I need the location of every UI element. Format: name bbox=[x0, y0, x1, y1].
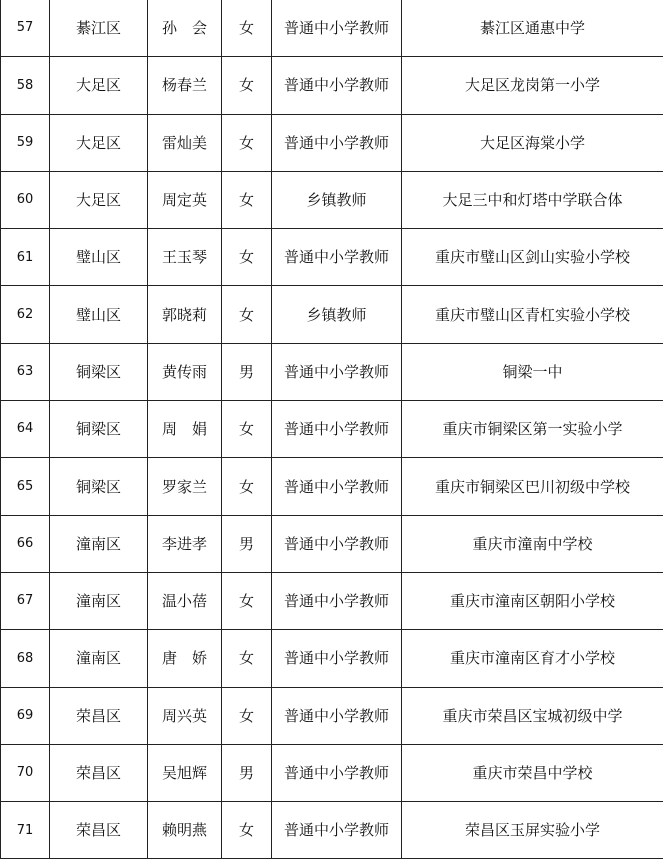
category-cell: 普通中小学教师 bbox=[272, 229, 402, 286]
gender-cell: 女 bbox=[222, 458, 272, 515]
name-cell: 周 娟 bbox=[148, 401, 222, 458]
school-cell: 大足区龙岗第一小学 bbox=[402, 57, 663, 114]
name-cell: 周定英 bbox=[148, 171, 222, 228]
row-number: 60 bbox=[1, 171, 50, 228]
school-cell: 重庆市铜梁区第一实验小学 bbox=[402, 401, 663, 458]
district-cell: 潼南区 bbox=[50, 572, 148, 629]
district-cell: 潼南区 bbox=[50, 630, 148, 687]
district-cell: 铜梁区 bbox=[50, 401, 148, 458]
school-cell: 重庆市璧山区剑山实验小学校 bbox=[402, 229, 663, 286]
row-number: 67 bbox=[1, 572, 50, 629]
district-cell: 荣昌区 bbox=[50, 687, 148, 744]
name-cell: 王玉琴 bbox=[148, 229, 222, 286]
gender-cell: 女 bbox=[222, 114, 272, 171]
name-cell: 罗家兰 bbox=[148, 458, 222, 515]
category-cell: 普通中小学教师 bbox=[272, 515, 402, 572]
name-cell: 温小蓓 bbox=[148, 572, 222, 629]
row-number: 71 bbox=[1, 802, 50, 859]
name-cell: 孙 会 bbox=[148, 0, 222, 57]
category-cell: 普通中小学教师 bbox=[272, 343, 402, 400]
gender-cell: 女 bbox=[222, 802, 272, 859]
gender-cell: 女 bbox=[222, 171, 272, 228]
gender-cell: 男 bbox=[222, 515, 272, 572]
category-cell: 普通中小学教师 bbox=[272, 57, 402, 114]
gender-cell: 女 bbox=[222, 57, 272, 114]
gender-cell: 女 bbox=[222, 229, 272, 286]
district-cell: 荣昌区 bbox=[50, 744, 148, 801]
row-number: 64 bbox=[1, 401, 50, 458]
district-cell: 荣昌区 bbox=[50, 802, 148, 859]
gender-cell: 女 bbox=[222, 687, 272, 744]
gender-cell: 男 bbox=[222, 744, 272, 801]
school-cell: 重庆市璧山区青杠实验小学校 bbox=[402, 286, 663, 343]
table-row bbox=[1, 171, 663, 228]
table-row bbox=[1, 572, 663, 629]
table-row bbox=[1, 687, 663, 744]
category-cell: 普通中小学教师 bbox=[272, 114, 402, 171]
district-cell: 綦江区 bbox=[50, 0, 148, 57]
table-row bbox=[1, 802, 663, 859]
name-cell: 吴旭辉 bbox=[148, 744, 222, 801]
row-number: 66 bbox=[1, 515, 50, 572]
category-cell: 普通中小学教师 bbox=[272, 687, 402, 744]
category-cell: 普通中小学教师 bbox=[272, 0, 402, 57]
school-cell: 大足三中和灯塔中学联合体 bbox=[402, 171, 663, 228]
table-row bbox=[1, 630, 663, 687]
category-cell: 普通中小学教师 bbox=[272, 744, 402, 801]
name-cell: 郭晓莉 bbox=[148, 286, 222, 343]
gender-cell: 女 bbox=[222, 630, 272, 687]
row-number: 57 bbox=[1, 0, 50, 57]
name-cell: 黄传雨 bbox=[148, 343, 222, 400]
district-cell: 铜梁区 bbox=[50, 458, 148, 515]
school-cell: 重庆市荣昌区宝城初级中学 bbox=[402, 687, 663, 744]
table-row bbox=[1, 286, 663, 343]
gender-cell: 男 bbox=[222, 343, 272, 400]
row-number: 63 bbox=[1, 343, 50, 400]
name-cell: 周兴英 bbox=[148, 687, 222, 744]
category-cell: 普通中小学教师 bbox=[272, 458, 402, 515]
school-cell: 重庆市潼南区育才小学校 bbox=[402, 630, 663, 687]
school-cell: 重庆市潼南中学校 bbox=[402, 515, 663, 572]
table-row bbox=[1, 0, 663, 57]
name-cell: 雷灿美 bbox=[148, 114, 222, 171]
category-cell: 乡镇教师 bbox=[272, 171, 402, 228]
row-number: 70 bbox=[1, 744, 50, 801]
district-cell: 大足区 bbox=[50, 57, 148, 114]
name-cell: 唐 娇 bbox=[148, 630, 222, 687]
district-cell: 潼南区 bbox=[50, 515, 148, 572]
name-cell: 赖明燕 bbox=[148, 802, 222, 859]
row-number: 58 bbox=[1, 57, 50, 114]
table-row bbox=[1, 343, 663, 400]
category-cell: 普通中小学教师 bbox=[272, 802, 402, 859]
row-number: 65 bbox=[1, 458, 50, 515]
school-cell: 重庆市潼南区朝阳小学校 bbox=[402, 572, 663, 629]
school-cell: 重庆市荣昌中学校 bbox=[402, 744, 663, 801]
gender-cell: 女 bbox=[222, 572, 272, 629]
school-cell: 铜梁一中 bbox=[402, 343, 663, 400]
table-body bbox=[1, 0, 663, 859]
district-cell: 璧山区 bbox=[50, 286, 148, 343]
school-cell: 重庆市铜梁区巴川初级中学校 bbox=[402, 458, 663, 515]
school-cell: 大足区海棠小学 bbox=[402, 114, 663, 171]
gender-cell: 女 bbox=[222, 0, 272, 57]
table-row bbox=[1, 229, 663, 286]
table-row bbox=[1, 744, 663, 801]
table-row bbox=[1, 401, 663, 458]
table-row bbox=[1, 515, 663, 572]
row-number: 61 bbox=[1, 229, 50, 286]
category-cell: 乡镇教师 bbox=[272, 286, 402, 343]
table-row bbox=[1, 458, 663, 515]
category-cell: 普通中小学教师 bbox=[272, 401, 402, 458]
name-cell: 李进孝 bbox=[148, 515, 222, 572]
school-cell: 綦江区通惠中学 bbox=[402, 0, 663, 57]
school-cell: 荣昌区玉屏实验小学 bbox=[402, 802, 663, 859]
district-cell: 铜梁区 bbox=[50, 343, 148, 400]
category-cell: 普通中小学教师 bbox=[272, 572, 402, 629]
district-cell: 大足区 bbox=[50, 114, 148, 171]
district-cell: 璧山区 bbox=[50, 229, 148, 286]
gender-cell: 女 bbox=[222, 286, 272, 343]
category-cell: 普通中小学教师 bbox=[272, 630, 402, 687]
name-cell: 杨春兰 bbox=[148, 57, 222, 114]
gender-cell: 女 bbox=[222, 401, 272, 458]
row-number: 62 bbox=[1, 286, 50, 343]
table-row bbox=[1, 57, 663, 114]
table-row bbox=[1, 114, 663, 171]
row-number: 68 bbox=[1, 630, 50, 687]
district-cell: 大足区 bbox=[50, 171, 148, 228]
row-number: 69 bbox=[1, 687, 50, 744]
row-number: 59 bbox=[1, 114, 50, 171]
